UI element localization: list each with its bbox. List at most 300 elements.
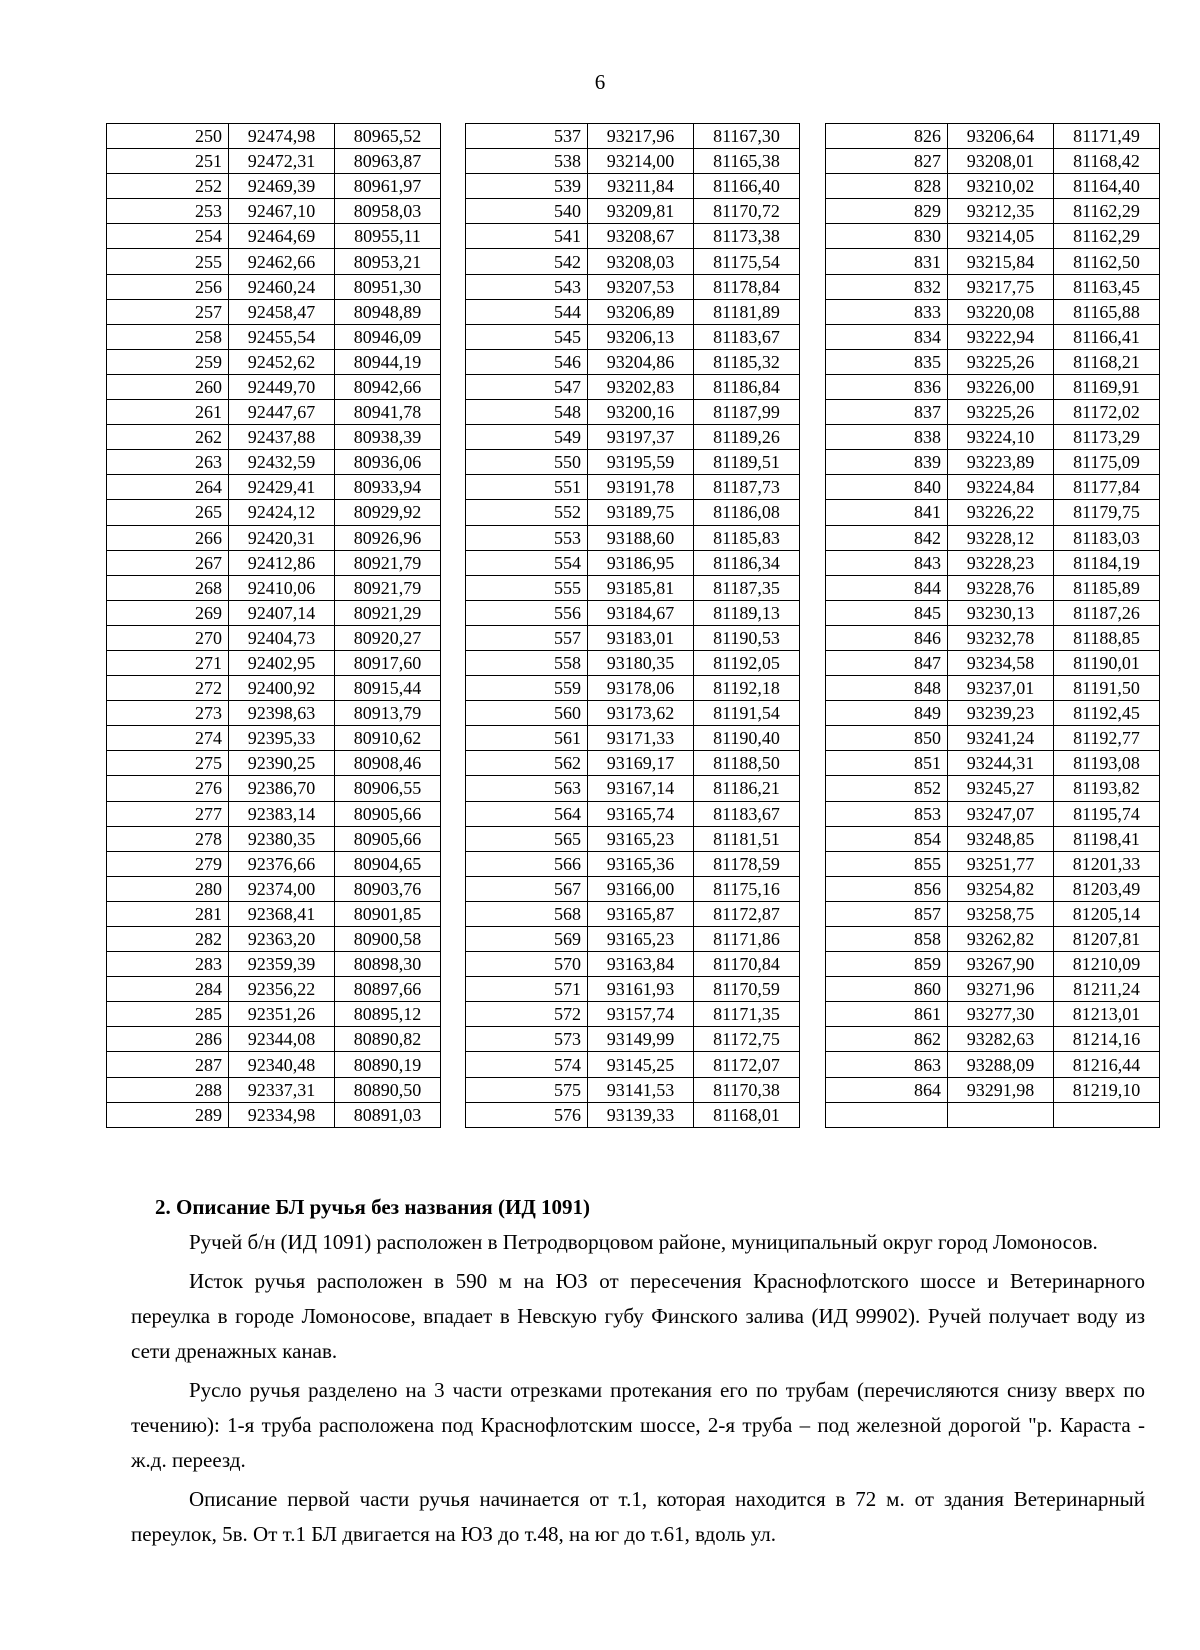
x-coordinate-cell: 93247,07 (948, 801, 1054, 826)
y-coordinate-cell: 81186,34 (694, 550, 800, 575)
x-coordinate-cell: 93222,94 (948, 324, 1054, 349)
y-coordinate-cell: 81166,40 (694, 174, 800, 199)
y-coordinate-cell: 81172,07 (694, 1052, 800, 1077)
x-coordinate-cell: 93226,22 (948, 500, 1054, 525)
x-coordinate-cell: 93210,02 (948, 174, 1054, 199)
x-coordinate-cell: 93214,05 (948, 224, 1054, 249)
x-coordinate-cell: 93149,99 (588, 1027, 694, 1052)
x-coordinate-cell: 93217,96 (588, 124, 694, 149)
point-number-cell: 557 (466, 625, 588, 650)
y-coordinate-cell: 80933,94 (335, 475, 441, 500)
y-coordinate-cell: 80917,60 (335, 650, 441, 675)
x-coordinate-cell: 93206,13 (588, 324, 694, 349)
y-coordinate-cell: 80904,65 (335, 851, 441, 876)
x-coordinate-cell: 93200,16 (588, 400, 694, 425)
y-coordinate-cell: 80921,79 (335, 550, 441, 575)
y-coordinate-cell: 81186,08 (694, 500, 800, 525)
x-coordinate-cell: 93271,96 (948, 977, 1054, 1002)
table-row (107, 826, 441, 851)
x-coordinate-cell: 93239,23 (948, 701, 1054, 726)
x-coordinate-cell: 92380,35 (229, 826, 335, 851)
x-coordinate-cell: 92337,31 (229, 1077, 335, 1102)
point-number-cell: 288 (107, 1077, 229, 1102)
point-number-cell: 278 (107, 826, 229, 851)
x-coordinate-cell: 93248,85 (948, 826, 1054, 851)
y-coordinate-cell: 81195,74 (1054, 801, 1160, 826)
table-row (826, 500, 1160, 525)
x-coordinate-cell: 92340,48 (229, 1052, 335, 1077)
table-row (466, 550, 800, 575)
x-coordinate-cell: 93189,75 (588, 500, 694, 525)
y-coordinate-cell: 81168,01 (694, 1102, 800, 1127)
table-row (107, 550, 441, 575)
y-coordinate-cell: 81189,13 (694, 600, 800, 625)
y-coordinate-cell: 81178,59 (694, 851, 800, 876)
x-coordinate-cell: 93202,83 (588, 374, 694, 399)
point-number-cell: 839 (826, 450, 948, 475)
x-coordinate-cell: 92410,06 (229, 575, 335, 600)
point-number-cell: 827 (826, 149, 948, 174)
point-number-cell: 567 (466, 876, 588, 901)
y-coordinate-cell: 81168,21 (1054, 349, 1160, 374)
table-row (826, 876, 1160, 901)
table-row (466, 324, 800, 349)
table-row (466, 726, 800, 751)
table-row (107, 349, 441, 374)
point-number-cell: 826 (826, 124, 948, 149)
table-row (107, 1102, 441, 1127)
point-number-cell: 272 (107, 676, 229, 701)
x-coordinate-cell: 93195,59 (588, 450, 694, 475)
table-row (826, 952, 1160, 977)
point-number-cell: 250 (107, 124, 229, 149)
y-coordinate-cell: 81171,49 (1054, 124, 1160, 149)
x-coordinate-cell: 93232,78 (948, 625, 1054, 650)
point-number-cell: 541 (466, 224, 588, 249)
x-coordinate-cell: 93245,27 (948, 776, 1054, 801)
point-number-cell: 551 (466, 475, 588, 500)
point-number-cell: 860 (826, 977, 948, 1002)
table-row (466, 374, 800, 399)
paragraph-channel: Русло ручья разделено на 3 части отрезками протекания его по трубам (перечисляются снизу вверх по течению): 1-я труба расположена под Краснофлотским шоссе, 2-я труба – под железной дорогой "р. Караста - ж.д. переезд. (131, 1378, 1145, 1472)
table-row (826, 726, 1160, 751)
point-number-cell: 554 (466, 550, 588, 575)
point-number-cell: 848 (826, 676, 948, 701)
x-coordinate-cell: 93186,95 (588, 550, 694, 575)
point-number-cell: 555 (466, 575, 588, 600)
y-coordinate-cell: 80929,92 (335, 500, 441, 525)
y-coordinate-cell: 81163,45 (1054, 274, 1160, 299)
table-row (466, 751, 800, 776)
y-coordinate-cell: 81162,50 (1054, 249, 1160, 274)
point-number-cell: 550 (466, 450, 588, 475)
y-coordinate-cell: 81175,16 (694, 876, 800, 901)
y-coordinate-cell: 81205,14 (1054, 901, 1160, 926)
y-coordinate-cell: 80942,66 (335, 374, 441, 399)
point-number-cell: 254 (107, 224, 229, 249)
point-number-cell: 566 (466, 851, 588, 876)
point-number-cell: 576 (466, 1102, 588, 1127)
x-coordinate-cell: 92437,88 (229, 425, 335, 450)
x-coordinate-cell: 93262,82 (948, 927, 1054, 952)
y-coordinate-cell: 81190,40 (694, 726, 800, 751)
y-coordinate-cell: 80921,79 (335, 575, 441, 600)
y-coordinate-cell: 80958,03 (335, 199, 441, 224)
y-coordinate-cell: 81165,88 (1054, 299, 1160, 324)
x-coordinate-cell: 93277,30 (948, 1002, 1054, 1027)
x-coordinate-cell: 93214,00 (588, 149, 694, 174)
x-coordinate-cell: 92363,20 (229, 927, 335, 952)
x-coordinate-cell: 93167,14 (588, 776, 694, 801)
table-row (107, 876, 441, 901)
table-row (826, 249, 1160, 274)
x-coordinate-cell: 92368,41 (229, 901, 335, 926)
point-number-cell: 258 (107, 324, 229, 349)
y-coordinate-cell: 81162,29 (1054, 224, 1160, 249)
y-coordinate-cell: 80965,52 (335, 124, 441, 149)
y-coordinate-cell: 80915,44 (335, 676, 441, 701)
table-row (826, 625, 1160, 650)
y-coordinate-cell: 81189,26 (694, 425, 800, 450)
table-row (466, 174, 800, 199)
point-number-cell: 833 (826, 299, 948, 324)
y-coordinate-cell: 80961,97 (335, 174, 441, 199)
table-row (107, 676, 441, 701)
x-coordinate-cell: 93157,74 (588, 1002, 694, 1027)
point-number-cell: 834 (826, 324, 948, 349)
table-row (466, 977, 800, 1002)
table-row (107, 801, 441, 826)
point-number-cell: 856 (826, 876, 948, 901)
table-row (466, 1077, 800, 1102)
point-number-cell: 256 (107, 274, 229, 299)
table-row (466, 299, 800, 324)
x-coordinate-cell: 92400,92 (229, 676, 335, 701)
point-number-cell: 564 (466, 801, 588, 826)
point-number-cell: 281 (107, 901, 229, 926)
y-coordinate-cell: 80897,66 (335, 977, 441, 1002)
point-number-cell: 568 (466, 901, 588, 926)
x-coordinate-cell: 93225,26 (948, 400, 1054, 425)
y-coordinate-cell: 81213,01 (1054, 1002, 1160, 1027)
table-row (107, 425, 441, 450)
table-row (826, 977, 1160, 1002)
table-row (466, 400, 800, 425)
table-row (466, 676, 800, 701)
x-coordinate-cell: 93173,62 (588, 701, 694, 726)
y-coordinate-cell: 80948,89 (335, 299, 441, 324)
point-number-cell: 830 (826, 224, 948, 249)
x-coordinate-cell: 92359,39 (229, 952, 335, 977)
point-number-cell: 540 (466, 199, 588, 224)
point-number-cell: 548 (466, 400, 588, 425)
x-coordinate-cell: 92467,10 (229, 199, 335, 224)
table-row (826, 149, 1160, 174)
y-coordinate-cell: 81183,67 (694, 324, 800, 349)
table-row (466, 450, 800, 475)
table-row (826, 425, 1160, 450)
table-row (107, 625, 441, 650)
point-number-cell: 837 (826, 400, 948, 425)
table-row (466, 149, 800, 174)
y-coordinate-cell: 81193,08 (1054, 751, 1160, 776)
table-row (826, 274, 1160, 299)
page-number: 6 (594, 70, 606, 94)
y-coordinate-cell: 81185,83 (694, 525, 800, 550)
x-coordinate-cell: 93225,26 (948, 349, 1054, 374)
point-number-cell: 273 (107, 701, 229, 726)
x-coordinate-cell: 92464,69 (229, 224, 335, 249)
table-row (466, 1052, 800, 1077)
point-number-cell: 262 (107, 425, 229, 450)
y-coordinate-cell: 81172,75 (694, 1027, 800, 1052)
point-number-cell: 255 (107, 249, 229, 274)
point-number-cell: 549 (466, 425, 588, 450)
point-number-cell (826, 1102, 948, 1127)
point-number-cell: 836 (826, 374, 948, 399)
x-coordinate-cell: 92469,39 (229, 174, 335, 199)
point-number-cell: 841 (826, 500, 948, 525)
y-coordinate-cell: 81169,91 (1054, 374, 1160, 399)
y-coordinate-cell: 80941,78 (335, 400, 441, 425)
point-number-cell: 289 (107, 1102, 229, 1127)
point-number-cell: 835 (826, 349, 948, 374)
y-coordinate-cell: 80903,76 (335, 876, 441, 901)
y-coordinate-cell: 81187,35 (694, 575, 800, 600)
y-coordinate-cell: 81170,72 (694, 199, 800, 224)
y-coordinate-cell: 81168,42 (1054, 149, 1160, 174)
y-coordinate-cell: 81162,29 (1054, 199, 1160, 224)
point-number-cell: 559 (466, 676, 588, 701)
point-number-cell: 279 (107, 851, 229, 876)
y-coordinate-cell: 80955,11 (335, 224, 441, 249)
point-number-cell: 843 (826, 550, 948, 575)
y-coordinate-cell: 81170,38 (694, 1077, 800, 1102)
point-number-cell: 562 (466, 751, 588, 776)
table-row (826, 324, 1160, 349)
x-coordinate-cell: 93215,84 (948, 249, 1054, 274)
x-coordinate-cell: 92356,22 (229, 977, 335, 1002)
coordinates-table-1 (106, 123, 441, 1128)
x-coordinate-cell: 93208,01 (948, 149, 1054, 174)
y-coordinate-cell: 80908,46 (335, 751, 441, 776)
point-number-cell: 831 (826, 249, 948, 274)
table-row (107, 1052, 441, 1077)
y-coordinate-cell: 80953,21 (335, 249, 441, 274)
table-row (107, 525, 441, 550)
y-coordinate-cell: 80890,50 (335, 1077, 441, 1102)
table-row (107, 400, 441, 425)
point-number-cell: 286 (107, 1027, 229, 1052)
table-row (107, 174, 441, 199)
x-coordinate-cell: 93288,09 (948, 1052, 1054, 1077)
x-coordinate-cell: 93165,74 (588, 801, 694, 826)
table-row (107, 475, 441, 500)
y-coordinate-cell: 81170,84 (694, 952, 800, 977)
table-row (107, 726, 441, 751)
point-number-cell: 538 (466, 149, 588, 174)
table-row (466, 249, 800, 274)
y-coordinate-cell: 81185,32 (694, 349, 800, 374)
table-row (107, 1077, 441, 1102)
y-coordinate-cell: 81192,45 (1054, 701, 1160, 726)
point-number-cell: 864 (826, 1077, 948, 1102)
x-coordinate-cell: 93254,82 (948, 876, 1054, 901)
y-coordinate-cell: 81171,86 (694, 927, 800, 952)
table-row (826, 299, 1160, 324)
x-coordinate-cell: 93208,03 (588, 249, 694, 274)
y-coordinate-cell: 81173,29 (1054, 425, 1160, 450)
table-row (466, 425, 800, 450)
table-row (466, 500, 800, 525)
x-coordinate-cell: 92390,25 (229, 751, 335, 776)
table-row (826, 475, 1160, 500)
y-coordinate-cell: 80905,66 (335, 826, 441, 851)
table-row (466, 274, 800, 299)
table-row (466, 1002, 800, 1027)
point-number-cell: 852 (826, 776, 948, 801)
x-coordinate-cell: 93180,35 (588, 650, 694, 675)
y-coordinate-cell: 80946,09 (335, 324, 441, 349)
table-row (826, 124, 1160, 149)
x-coordinate-cell: 92404,73 (229, 625, 335, 650)
point-number-cell: 565 (466, 826, 588, 851)
x-coordinate-cell: 93251,77 (948, 851, 1054, 876)
y-coordinate-cell: 80898,30 (335, 952, 441, 977)
table-row (466, 1102, 800, 1127)
table-row (466, 826, 800, 851)
table-row (107, 776, 441, 801)
table-row (466, 224, 800, 249)
table-row (107, 199, 441, 224)
x-coordinate-cell: 93224,10 (948, 425, 1054, 450)
x-coordinate-cell: 93206,64 (948, 124, 1054, 149)
x-coordinate-cell: 92447,67 (229, 400, 335, 425)
table-row (107, 901, 441, 926)
table-row (826, 1102, 1160, 1127)
table-row (826, 349, 1160, 374)
table-row (466, 701, 800, 726)
y-coordinate-cell: 81172,02 (1054, 400, 1160, 425)
table-row (466, 600, 800, 625)
x-coordinate-cell: 93228,23 (948, 550, 1054, 575)
point-number-cell: 266 (107, 525, 229, 550)
table-row (826, 927, 1160, 952)
point-number-cell: 271 (107, 650, 229, 675)
x-coordinate-cell: 92376,66 (229, 851, 335, 876)
y-coordinate-cell: 80920,27 (335, 625, 441, 650)
table-row (466, 625, 800, 650)
table-row (466, 801, 800, 826)
x-coordinate-cell: 93244,31 (948, 751, 1054, 776)
table-row (826, 575, 1160, 600)
x-coordinate-cell: 93209,81 (588, 199, 694, 224)
y-coordinate-cell: 81181,89 (694, 299, 800, 324)
table-row (107, 977, 441, 1002)
table-row (466, 776, 800, 801)
table-row (466, 525, 800, 550)
point-number-cell: 545 (466, 324, 588, 349)
point-number-cell: 556 (466, 600, 588, 625)
table-row (466, 349, 800, 374)
point-number-cell: 561 (466, 726, 588, 751)
x-coordinate-cell: 92460,24 (229, 274, 335, 299)
point-number-cell: 283 (107, 952, 229, 977)
table-row (107, 927, 441, 952)
y-coordinate-cell: 80963,87 (335, 149, 441, 174)
point-number-cell: 264 (107, 475, 229, 500)
x-coordinate-cell: 93217,75 (948, 274, 1054, 299)
y-coordinate-cell: 80910,62 (335, 726, 441, 751)
table-row (826, 851, 1160, 876)
table-row (466, 952, 800, 977)
x-coordinate-cell: 93184,67 (588, 600, 694, 625)
point-number-cell: 261 (107, 400, 229, 425)
y-coordinate-cell: 81203,49 (1054, 876, 1160, 901)
y-coordinate-cell: 81177,84 (1054, 475, 1160, 500)
point-number-cell: 539 (466, 174, 588, 199)
y-coordinate-cell: 81188,85 (1054, 625, 1160, 650)
table-row (107, 575, 441, 600)
point-number-cell: 259 (107, 349, 229, 374)
x-coordinate-cell: 93185,81 (588, 575, 694, 600)
x-coordinate-cell: 93178,06 (588, 676, 694, 701)
point-number-cell: 542 (466, 249, 588, 274)
y-coordinate-cell: 81219,10 (1054, 1077, 1160, 1102)
table-row (107, 1027, 441, 1052)
y-coordinate-cell: 81166,41 (1054, 324, 1160, 349)
y-coordinate-cell: 81192,77 (1054, 726, 1160, 751)
x-coordinate-cell: 93241,24 (948, 726, 1054, 751)
x-coordinate-cell: 93212,35 (948, 199, 1054, 224)
point-number-cell: 858 (826, 927, 948, 952)
x-coordinate-cell: 92432,59 (229, 450, 335, 475)
y-coordinate-cell: 81173,38 (694, 224, 800, 249)
x-coordinate-cell: 92374,00 (229, 876, 335, 901)
point-number-cell: 853 (826, 801, 948, 826)
x-coordinate-cell: 92458,47 (229, 299, 335, 324)
point-number-cell: 847 (826, 650, 948, 675)
table-row (826, 199, 1160, 224)
x-coordinate-cell: 93191,78 (588, 475, 694, 500)
y-coordinate-cell: 80906,55 (335, 776, 441, 801)
y-coordinate-cell: 81191,54 (694, 701, 800, 726)
x-coordinate-cell: 92474,98 (229, 124, 335, 149)
x-coordinate-cell: 92412,86 (229, 550, 335, 575)
table-row (826, 525, 1160, 550)
point-number-cell: 546 (466, 349, 588, 374)
x-coordinate-cell: 92334,98 (229, 1102, 335, 1127)
table-row (826, 1052, 1160, 1077)
table-row (826, 901, 1160, 926)
x-coordinate-cell: 92402,95 (229, 650, 335, 675)
x-coordinate-cell: 93223,89 (948, 450, 1054, 475)
point-number-cell: 857 (826, 901, 948, 926)
x-coordinate-cell: 93161,93 (588, 977, 694, 1002)
point-number-cell: 253 (107, 199, 229, 224)
y-coordinate-cell: 81186,21 (694, 776, 800, 801)
table-row (826, 1027, 1160, 1052)
point-number-cell: 260 (107, 374, 229, 399)
y-coordinate-cell: 81187,99 (694, 400, 800, 425)
table-row (826, 801, 1160, 826)
table-row (107, 124, 441, 149)
y-coordinate-cell: 80913,79 (335, 701, 441, 726)
point-number-cell: 838 (826, 425, 948, 450)
y-coordinate-cell: 81170,59 (694, 977, 800, 1002)
table-row (107, 324, 441, 349)
y-coordinate-cell: 80936,06 (335, 450, 441, 475)
